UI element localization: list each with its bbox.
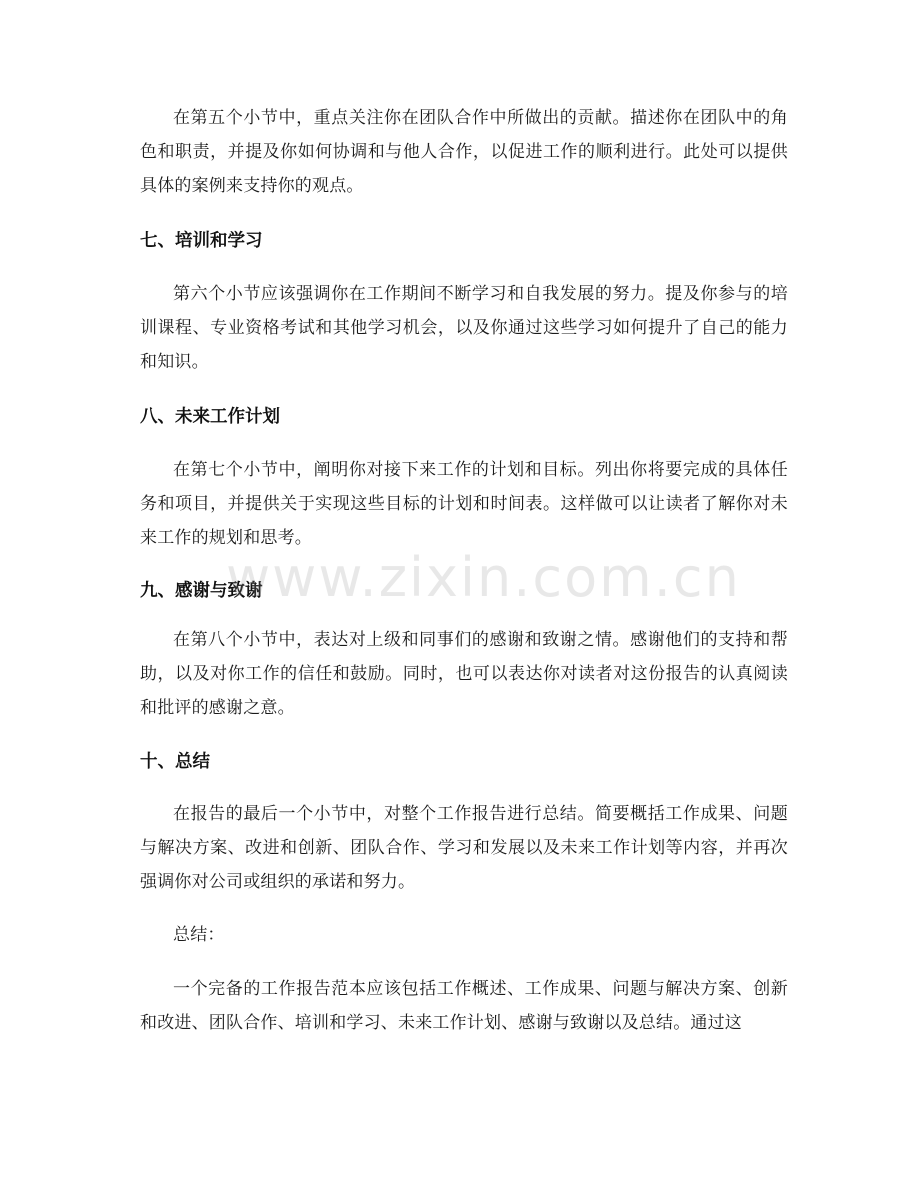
paragraph-team-contribution: 在第五个小节中，重点关注你在团队合作中所做出的贡献。描述你在团队中的角色和职责，并提及你如何协调和与他人合作，以促进工作的顺利进行。此处可以提供具体的案例来支持你的观点。 — [140, 108, 788, 196]
paragraph-summary: 在报告的最后一个小节中，对整个工作报告进行总结。简要概括工作成果、问题与解决方案、改进和创新、团队合作、学习和发展以及未来工作计划等内容，并再次强调你对公司或组织的承诺和努力。 — [140, 804, 788, 892]
heading-thanks: 九、感谢与致谢 — [140, 581, 263, 601]
paragraph-future-work-plan: 在第七个小节中，阐明你对接下来工作的计划和目标。列出你将要完成的具体任务和项目，并提供关于实现这些目标的计划和时间表。这样做可以让读者了解你对未来工作的规划和思考。 — [140, 460, 788, 548]
paragraph-thanks: 在第八个小节中，表达对上级和同事们的感谢和致谢之情。感谢他们的支持和帮助，以及对你工作的信任和鼓励。同时，也可以表达你对读者对这份报告的认真阅读和批评的感谢之意。 — [140, 630, 788, 718]
heading-training-and-learning: 七、培训和学习 — [140, 231, 263, 251]
paragraph-training-and-learning: 第六个小节应该强调你在工作期间不断学习和自我发展的努力。提及你参与的培训课程、专业资格考试和其他学习机会，以及你通过这些学习如何提升了自己的能力和知识。 — [140, 284, 788, 372]
watermark-text: www.zixin.com.cn — [226, 546, 741, 609]
heading-future-work-plan: 八、未来工作计划 — [140, 407, 280, 427]
paragraph-summary-label: 总结： — [173, 925, 225, 945]
heading-summary: 十、总结 — [140, 752, 210, 772]
paragraph-conclusion: 一个完备的工作报告范本应该包括工作概述、工作成果、问题与解决方案、创新和改进、团队合作、培训和学习、未来工作计划、感谢与致谢以及总结。通过这 — [140, 979, 788, 1033]
